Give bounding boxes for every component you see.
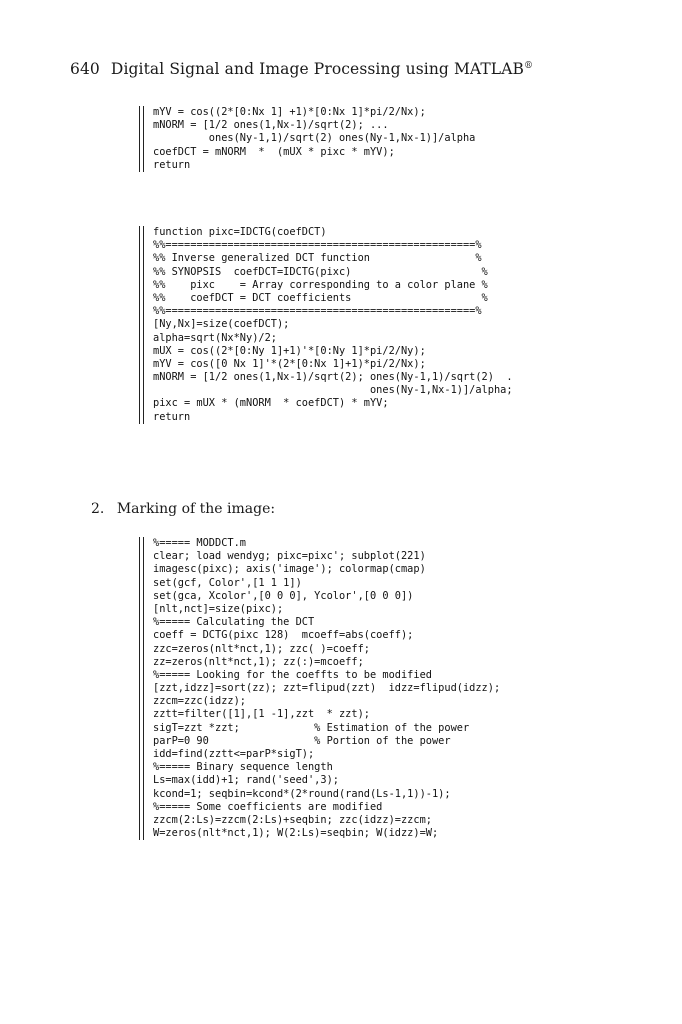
code-line: [Ny,Nx]=size(coefDCT); xyxy=(153,318,290,331)
code-line: ones(Ny-1,1)/sqrt(2) ones(Ny-1,Nx-1)]/alpha xyxy=(153,132,476,145)
code-line: mYV = cos((2*[0:Nx 1] +1)*[0:Nx 1]*pi/2/Nx); xyxy=(153,106,426,118)
code-line: [zzt,idzz]=sort(zz); zzt=flipud(zzt) idzz=flipud(idzz); xyxy=(153,682,501,695)
code-line: zz=zeros(nlt*nct,1); zz(:)=mcoeff; xyxy=(153,655,364,668)
code-line: %===== MODDCT.m xyxy=(153,537,246,549)
code-line: set(gcf, Color',[1 1 1]) xyxy=(153,576,302,589)
code-line: %% Inverse generalized DCT function % xyxy=(153,252,482,265)
code-line: mUX = cos((2*[0:Ny 1]+1)'*[0:Ny 1]*pi/2/Ny); xyxy=(153,344,426,357)
code-line: [nlt,nct]=size(pixc); xyxy=(153,602,284,615)
code-line: zzcm=zzc(idzz); xyxy=(153,695,246,708)
code-line: %% SYNOPSIS coefDCT=IDCTG(pixc) % xyxy=(153,265,488,278)
code-block-dctg-end xyxy=(143,106,475,172)
code-line: idd=find(zztt<=parP*sigT); xyxy=(153,748,315,760)
code-line: parP=0 90 % Portion of the power xyxy=(153,734,451,747)
code-line: %===== Some coefficients are modified xyxy=(153,800,383,813)
code-line: pixc = mUX * (mNORM * coefDCT) * mYV; xyxy=(153,397,389,410)
code-line: coefDCT = mNORM * (mUX * pixc * mYV); xyxy=(153,145,395,158)
code-line: alpha=sqrt(Nx*Ny)/2; xyxy=(153,331,277,344)
list-item-number: 2. xyxy=(91,501,105,517)
code-line: return xyxy=(153,410,191,423)
registered-mark: ® xyxy=(523,61,534,71)
code-line: sigT=zzt *zzt; % Estimation of the power xyxy=(153,721,470,734)
code-line: %%==================================================% xyxy=(153,305,482,318)
code-line: imagesc(pixc); axis('image'); colormap(cmap) xyxy=(153,563,426,576)
code-line: clear; load wendyg; pixc=pixc'; subplot(221) xyxy=(153,550,426,563)
code-line: mNORM = [1/2 ones(1,Nx-1)/sqrt(2); ones(Ny-1,1)/sqrt(2) . xyxy=(153,371,513,384)
code-block-idctg xyxy=(143,226,513,424)
code-line: function pixc=IDCTG(coefDCT) xyxy=(153,226,327,238)
code-line: %===== Binary sequence length xyxy=(153,761,333,774)
code-line: return xyxy=(153,158,191,171)
code-line: ones(Ny-1,Nx-1)]/alpha; xyxy=(153,384,513,397)
code-line: %% pixc = Array corresponding to a color plane % xyxy=(153,278,488,291)
code-line: %% coefDCT = DCT coefficients % xyxy=(153,291,488,304)
code-line: zzcm(2:Ls)=zzcm(2:Ls)+seqbin; zzc(idzz)=zzcm; xyxy=(153,813,432,826)
code-line: %===== Calculating the DCT xyxy=(153,616,315,629)
code-line: zzc=zeros(nlt*nct,1); zzc( )=coeff; xyxy=(153,642,370,655)
code-line: zztt=filter([1],[1 -1],zzt * zzt); xyxy=(153,708,370,721)
code-line: set(gca, Xcolor',[0 0 0], Ycolor',[0 0 0]) xyxy=(153,589,414,602)
code-line: Ls=max(idd)+1; rand('seed',3); xyxy=(153,774,339,787)
code-line: %%==================================================% xyxy=(153,239,482,252)
code-line: mNORM = [1/2 ones(1,Nx-1)/sqrt(2); ... xyxy=(153,119,389,132)
page-number: 640 xyxy=(70,60,100,78)
code-line: mYV = cos([0 Nx 1]'*(2*[0:Nx 1]+1)*pi/2/Nx); xyxy=(153,357,426,370)
code-block-moddct xyxy=(143,537,500,840)
code-line: %===== Looking for the coeffts to be modified xyxy=(153,668,432,681)
list-item-marking xyxy=(91,501,275,517)
book-title: Digital Signal and Image Processing using MATLAB xyxy=(110,60,524,78)
code-line: coeff = DCTG(pixc 128) mcoeff=abs(coeff); xyxy=(153,629,414,642)
code-line: kcond=1; seqbin=kcond*(2*round(rand(Ls-1,1))-1); xyxy=(153,787,451,800)
code-line: W=zeros(nlt*nct,1); W(2:Ls)=seqbin; W(idzz)=W; xyxy=(153,827,439,840)
running-header xyxy=(70,60,533,78)
list-item-text: Marking of the image: xyxy=(116,501,276,517)
